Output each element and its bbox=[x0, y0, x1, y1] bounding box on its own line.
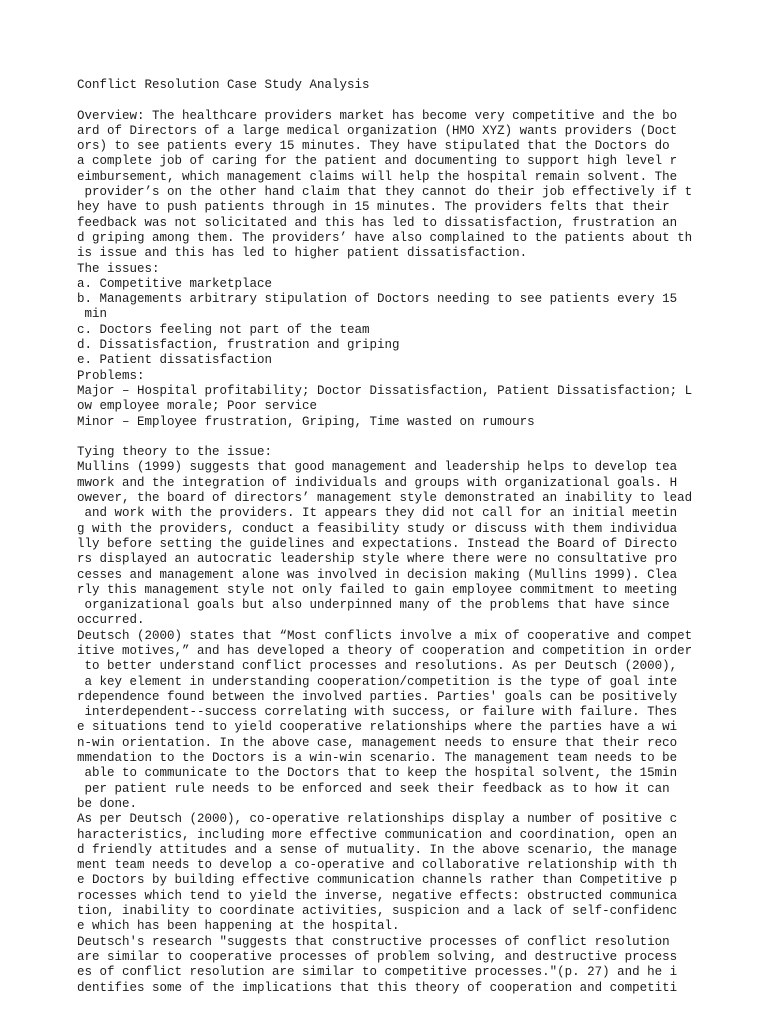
text-line bbox=[77, 93, 737, 108]
text-line: hey have to push patients through in 15 minutes. The providers felts that their bbox=[77, 200, 670, 215]
text-line: es of conflict resolution are similar to competitive processes."(p. 27) and he i bbox=[77, 965, 678, 980]
text-line: Minor – Employee frustration, Griping, Time wasted on rumours bbox=[77, 414, 535, 429]
text-line: occurred. bbox=[77, 613, 145, 628]
text-line: The issues: bbox=[77, 261, 160, 276]
text-line: ment team needs to develop a co-operative and collaborative relationship with th bbox=[77, 858, 678, 873]
document-title: Conflict Resolution Case Study Analysis bbox=[77, 78, 370, 92]
text-line: a key element in understanding cooperation/competition is the type of goal inte bbox=[77, 674, 678, 689]
text-line: d griping among them. The providers’ have also complained to the patients about th bbox=[77, 230, 693, 245]
text-line: rly this management style not only failed to gain employee commitment to meeting bbox=[77, 582, 678, 597]
text-line: d. Dissatisfaction, frustration and griping bbox=[77, 338, 400, 353]
text-line: ors) to see patients every 15 minutes. They have stipulated that the Doctors do bbox=[77, 139, 670, 154]
text-line: Overview: The healthcare providers market has become very competitive and the bo bbox=[77, 108, 678, 123]
text-line: e Doctors by building effective communication channels rather than Competitive p bbox=[77, 873, 678, 888]
text-line: ow employee morale; Poor service bbox=[77, 399, 318, 414]
text-line: mwork and the integration of individuals and groups with organizational goals. H bbox=[77, 475, 678, 490]
text-line: As per Deutsch (2000), co-operative relationships display a number of positive c bbox=[77, 812, 678, 827]
text-line: Problems: bbox=[77, 368, 145, 383]
text-line: e. Patient dissatisfaction bbox=[77, 353, 273, 368]
text-line: lly before setting the guidelines and expectations. Instead the Board of Directo bbox=[77, 536, 678, 551]
text-line: c. Doctors feeling not part of the team bbox=[77, 322, 370, 337]
text-line: owever, the board of directors’ management style demonstrated an inability to lead bbox=[77, 491, 693, 506]
text-line: rdependence found between the involved parties. Parties' goals can be positively bbox=[77, 689, 678, 704]
document-body bbox=[77, 78, 737, 996]
text-line: a. Competitive marketplace bbox=[77, 276, 273, 291]
text-line: n-win orientation. In the above case, management needs to ensure that their reco bbox=[77, 735, 678, 750]
text-line: Deutsch's research "suggests that constructive processes of conflict resolution bbox=[77, 934, 670, 949]
text-line bbox=[77, 430, 737, 445]
text-line: eimbursement, which management claims will help the hospital remain solvent. The bbox=[77, 169, 678, 184]
text-line: dentifies some of the implications that this theory of cooperation and competiti bbox=[77, 980, 678, 995]
text-line: d friendly attitudes and a sense of mutuality. In the above scenario, the manage bbox=[77, 842, 678, 857]
text-line: provider’s on the other hand claim that they cannot do their job effectively if t bbox=[77, 185, 693, 200]
text-line: tion, inability to coordinate activities, suspicion and a lack of self-confidenc bbox=[77, 904, 678, 919]
text-line: min bbox=[77, 307, 108, 322]
text-line: to better understand conflict processes and resolutions. As per Deutsch (2000), bbox=[77, 659, 678, 674]
text-line: be done. bbox=[77, 796, 138, 811]
text-line: Mullins (1999) suggests that good management and leadership helps to develop tea bbox=[77, 460, 678, 475]
text-line: feedback was not solicitated and this has led to dissatisfaction, frustration an bbox=[77, 215, 678, 230]
text-line: per patient rule needs to be enforced and seek their feedback as to how it can bbox=[77, 781, 670, 796]
text-line: a complete job of caring for the patient and documenting to support high level r bbox=[77, 154, 678, 169]
text-line: rs displayed an autocratic leadership style where there were no consultative pro bbox=[77, 552, 678, 567]
text-line: Major – Hospital profitability; Doctor Dissatisfaction, Patient Dissatisfaction; L bbox=[77, 383, 693, 398]
text-line: cesses and management alone was involved in decision making (Mullins 1999). Clea bbox=[77, 567, 678, 582]
text-line: mmendation to the Doctors is a win-win scenario. The management team needs to be bbox=[77, 751, 678, 766]
text-line: Deutsch (2000) states that “Most conflicts involve a mix of cooperative and compet bbox=[77, 628, 693, 643]
text-line: b. Managements arbitrary stipulation of Doctors needing to see patients every 15 bbox=[77, 292, 678, 307]
text-line: ard of Directors of a large medical organization (HMO XYZ) wants providers (Doct bbox=[77, 123, 678, 138]
text-line: rocesses which tend to yield the inverse, negative effects: obstructed communica bbox=[77, 888, 678, 903]
text-line: interdependent--success correlating with success, or failure with failure. Thes bbox=[77, 705, 678, 720]
text-line: and work with the providers. It appears they did not call for an initial meetin bbox=[77, 506, 678, 521]
text-line: is issue and this has led to higher patient dissatisfaction. bbox=[77, 246, 528, 261]
text-line: Tying theory to the issue: bbox=[77, 445, 273, 460]
text-line: organizational goals but also underpinned many of the problems that have since bbox=[77, 598, 670, 613]
text-line: haracteristics, including more effective communication and coordination, open an bbox=[77, 827, 678, 842]
text-line: are similar to cooperative processes of problem solving, and destructive process bbox=[77, 949, 678, 964]
text-line: e which has been happening at the hospital. bbox=[77, 919, 400, 934]
text-line: itive motives,” and has developed a theory of cooperation and competition in order bbox=[77, 643, 693, 658]
text-line: e situations tend to yield cooperative relationships where the parties have a wi bbox=[77, 720, 678, 735]
text-line: able to communicate to the Doctors that to keep the hospital solvent, the 15min bbox=[77, 766, 678, 781]
text-line: g with the providers, conduct a feasibility study or discuss with them individua bbox=[77, 521, 678, 536]
